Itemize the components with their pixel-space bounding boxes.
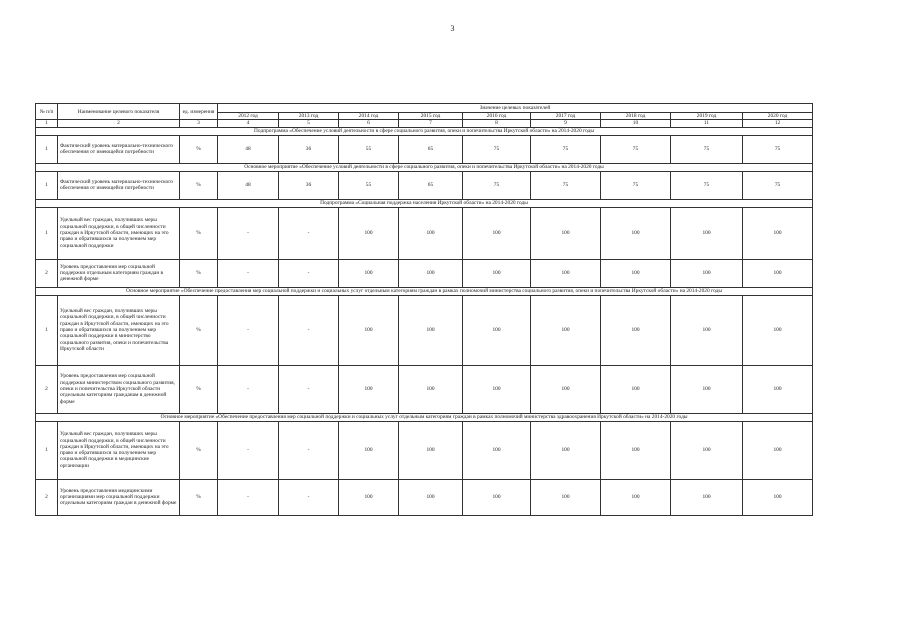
unit: % bbox=[180, 479, 218, 515]
value-cell: 100 bbox=[743, 295, 813, 365]
header-row bbox=[36, 104, 813, 113]
col-index: 2 bbox=[58, 120, 180, 127]
year-2012: 2012 год bbox=[218, 113, 279, 120]
value-cell: 100 bbox=[399, 295, 463, 365]
value-cell: - bbox=[218, 295, 279, 365]
value-cell: 75 bbox=[463, 171, 531, 199]
value-cell: 100 bbox=[339, 365, 399, 413]
col-index: 4 bbox=[218, 120, 279, 127]
indicator-name: Уровень предоставления медицинскими организациями мер социальной поддержки отдельным категориям граждан в денежной форме bbox=[58, 479, 180, 515]
value-cell: 100 bbox=[601, 479, 671, 515]
table-row bbox=[36, 207, 813, 259]
col-index: 11 bbox=[671, 120, 743, 127]
value-cell: 100 bbox=[463, 259, 531, 287]
col-index: 3 bbox=[180, 120, 218, 127]
section-heading: Основное мероприятие «Обеспечение предоставления мер социальной поддержки и социальных услуг отдельным категориям граждан в рамках полномочий министерства здравоохранения Иркутской области» на 2014-2020 годы bbox=[36, 413, 813, 421]
value-cell: 100 bbox=[743, 421, 813, 479]
value-cell: - bbox=[218, 365, 279, 413]
value-cell: 100 bbox=[339, 207, 399, 259]
value-cell: - bbox=[218, 207, 279, 259]
table-row bbox=[36, 479, 813, 515]
value-cell: 100 bbox=[671, 421, 743, 479]
column-index-row bbox=[36, 120, 813, 127]
value-cell: 100 bbox=[743, 259, 813, 287]
page-number: 3 bbox=[450, 24, 455, 33]
col-index: 1 bbox=[36, 120, 58, 127]
row-num: 1 bbox=[36, 421, 58, 479]
value-cell: - bbox=[218, 259, 279, 287]
value-cell: 100 bbox=[399, 365, 463, 413]
indicator-name: Уровень предоставления мер социальной поддержки министерством социального развития, опеки и попечительства Иркутской области отдельным категориям гражданам в денежной форме bbox=[58, 365, 180, 413]
value-cell: 100 bbox=[601, 207, 671, 259]
value-cell: 100 bbox=[463, 421, 531, 479]
value-cell: 100 bbox=[531, 207, 601, 259]
value-cell: 100 bbox=[339, 295, 399, 365]
year-2020: 2020 год bbox=[743, 113, 813, 120]
value-cell: 100 bbox=[743, 207, 813, 259]
table-row bbox=[36, 171, 813, 199]
row-num: 1 bbox=[36, 295, 58, 365]
row-num: 2 bbox=[36, 365, 58, 413]
indicator-name: Удельный вес граждан, получивших меры социальной поддержки, в общей численности граждан в Иркутской области, имеющих на это право и обратившихся за получением мер социальной поддержки bbox=[58, 207, 180, 259]
value-cell: 100 bbox=[601, 421, 671, 479]
col-index: 7 bbox=[399, 120, 463, 127]
value-cell: 100 bbox=[399, 207, 463, 259]
value-cell: 100 bbox=[531, 295, 601, 365]
value-cell: 75 bbox=[601, 135, 671, 163]
unit: % bbox=[180, 207, 218, 259]
value-cell: 100 bbox=[671, 295, 743, 365]
header-unit: ед. измерения bbox=[180, 104, 218, 120]
value-cell: 36 bbox=[279, 171, 339, 199]
row-num: 1 bbox=[36, 171, 58, 199]
value-cell: 100 bbox=[601, 295, 671, 365]
year-2018: 2018 год bbox=[601, 113, 671, 120]
value-cell: 100 bbox=[399, 421, 463, 479]
value-cell: - bbox=[279, 207, 339, 259]
col-index: 8 bbox=[463, 120, 531, 127]
row-num: 2 bbox=[36, 479, 58, 515]
value-cell: 100 bbox=[531, 479, 601, 515]
value-cell: 100 bbox=[601, 259, 671, 287]
header-num: № п/п bbox=[36, 104, 58, 120]
value-cell: 75 bbox=[671, 171, 743, 199]
value-cell: 100 bbox=[463, 365, 531, 413]
value-cell: 100 bbox=[463, 479, 531, 515]
value-cell: - bbox=[279, 479, 339, 515]
unit: % bbox=[180, 135, 218, 163]
value-cell: - bbox=[218, 479, 279, 515]
unit: % bbox=[180, 171, 218, 199]
table-row bbox=[36, 135, 813, 163]
header-name: Наименование целевого показателя bbox=[58, 104, 180, 120]
header-values-group: Значение целевых показателей bbox=[218, 104, 813, 113]
indicators-table bbox=[35, 103, 813, 516]
value-cell: - bbox=[279, 421, 339, 479]
value-cell: 36 bbox=[279, 135, 339, 163]
value-cell: 55 bbox=[339, 171, 399, 199]
col-index: 6 bbox=[339, 120, 399, 127]
table-row bbox=[36, 295, 813, 365]
section-heading: Подпрограмма «Обеспечение условий деятельности в сфере социального развития, опеки и попечительства Иркутской области» на 2014-2020 годы bbox=[36, 127, 813, 135]
unit: % bbox=[180, 421, 218, 479]
value-cell: 100 bbox=[743, 479, 813, 515]
value-cell: 65 bbox=[399, 171, 463, 199]
value-cell: 100 bbox=[743, 365, 813, 413]
value-cell: 100 bbox=[339, 479, 399, 515]
indicator-name: Уровень предоставления мер социальной поддержки отдельным категориям граждан в денежной форме bbox=[58, 259, 180, 287]
year-2015: 2015 год bbox=[399, 113, 463, 120]
value-cell: - bbox=[279, 259, 339, 287]
indicator-name: Удельный вес граждан, получивших меры социальной поддержки, в общей численности граждан в Иркутской области, имеющих на это право и обратившихся за получением мер социальной поддержки в министерство социального развития, опеки и попечительства Иркутской области bbox=[58, 295, 180, 365]
value-cell: 75 bbox=[601, 171, 671, 199]
indicator-name: Фактический уровень материально-технического обеспечения от имеющейся потребности bbox=[58, 135, 180, 163]
value-cell: 65 bbox=[399, 135, 463, 163]
col-index: 12 bbox=[743, 120, 813, 127]
section-heading: Основное мероприятие «Обеспечение условий деятельности в сфере социального развития, опеки и попечительства Иркутской области» на 2014-2020 годы bbox=[36, 163, 813, 171]
unit: % bbox=[180, 365, 218, 413]
col-index: 5 bbox=[279, 120, 339, 127]
value-cell: 75 bbox=[531, 171, 601, 199]
value-cell: 75 bbox=[743, 171, 813, 199]
value-cell: 100 bbox=[399, 259, 463, 287]
table-row bbox=[36, 259, 813, 287]
value-cell: 75 bbox=[463, 135, 531, 163]
value-cell: 55 bbox=[339, 135, 399, 163]
value-cell: 100 bbox=[463, 207, 531, 259]
value-cell: 100 bbox=[531, 421, 601, 479]
section-heading: Основное мероприятие «Обеспечение предоставления мер социальной поддержки и социальных услуг отдельным категориям граждан в рамках полномочий министерства социального развития, опеки и попечительства Иркутской области» на 2014-2020 годы bbox=[36, 287, 813, 295]
unit: % bbox=[180, 259, 218, 287]
value-cell: 100 bbox=[671, 259, 743, 287]
year-2019: 2019 год bbox=[671, 113, 743, 120]
value-cell: 75 bbox=[743, 135, 813, 163]
col-index: 10 bbox=[601, 120, 671, 127]
value-cell: 100 bbox=[671, 365, 743, 413]
value-cell: 100 bbox=[671, 207, 743, 259]
row-num: 1 bbox=[36, 135, 58, 163]
row-num: 2 bbox=[36, 259, 58, 287]
table-row bbox=[36, 421, 813, 479]
indicator-name: Удельный вес граждан, получивших меры социальной поддержки, в общей численности граждан в Иркутской области, имеющих на это право и обратившихся за получением мер социальной поддержки в медицинские организации bbox=[58, 421, 180, 479]
table-row bbox=[36, 365, 813, 413]
value-cell: 100 bbox=[671, 479, 743, 515]
section-heading: Подпрограмма «Социальная поддержка населения Иркутской области» на 2014-2020 годы bbox=[36, 199, 813, 207]
indicator-name: Фактический уровень материально-технического обеспечения от имеющейся потребности bbox=[58, 171, 180, 199]
year-2016: 2016 год bbox=[463, 113, 531, 120]
unit: % bbox=[180, 295, 218, 365]
value-cell: - bbox=[218, 421, 279, 479]
year-2017: 2017 год bbox=[531, 113, 601, 120]
value-cell: 100 bbox=[339, 421, 399, 479]
value-cell: 100 bbox=[601, 365, 671, 413]
value-cell: 100 bbox=[463, 295, 531, 365]
value-cell: 100 bbox=[339, 259, 399, 287]
value-cell: 48 bbox=[218, 135, 279, 163]
col-index: 9 bbox=[531, 120, 601, 127]
value-cell: 75 bbox=[671, 135, 743, 163]
value-cell: 100 bbox=[531, 365, 601, 413]
year-2014: 2014 год bbox=[339, 113, 399, 120]
value-cell: 100 bbox=[399, 479, 463, 515]
value-cell: - bbox=[279, 295, 339, 365]
year-2013: 2013 год bbox=[279, 113, 339, 120]
value-cell: 48 bbox=[218, 171, 279, 199]
value-cell: - bbox=[279, 365, 339, 413]
value-cell: 100 bbox=[531, 259, 601, 287]
row-num: 1 bbox=[36, 207, 58, 259]
value-cell: 75 bbox=[531, 135, 601, 163]
